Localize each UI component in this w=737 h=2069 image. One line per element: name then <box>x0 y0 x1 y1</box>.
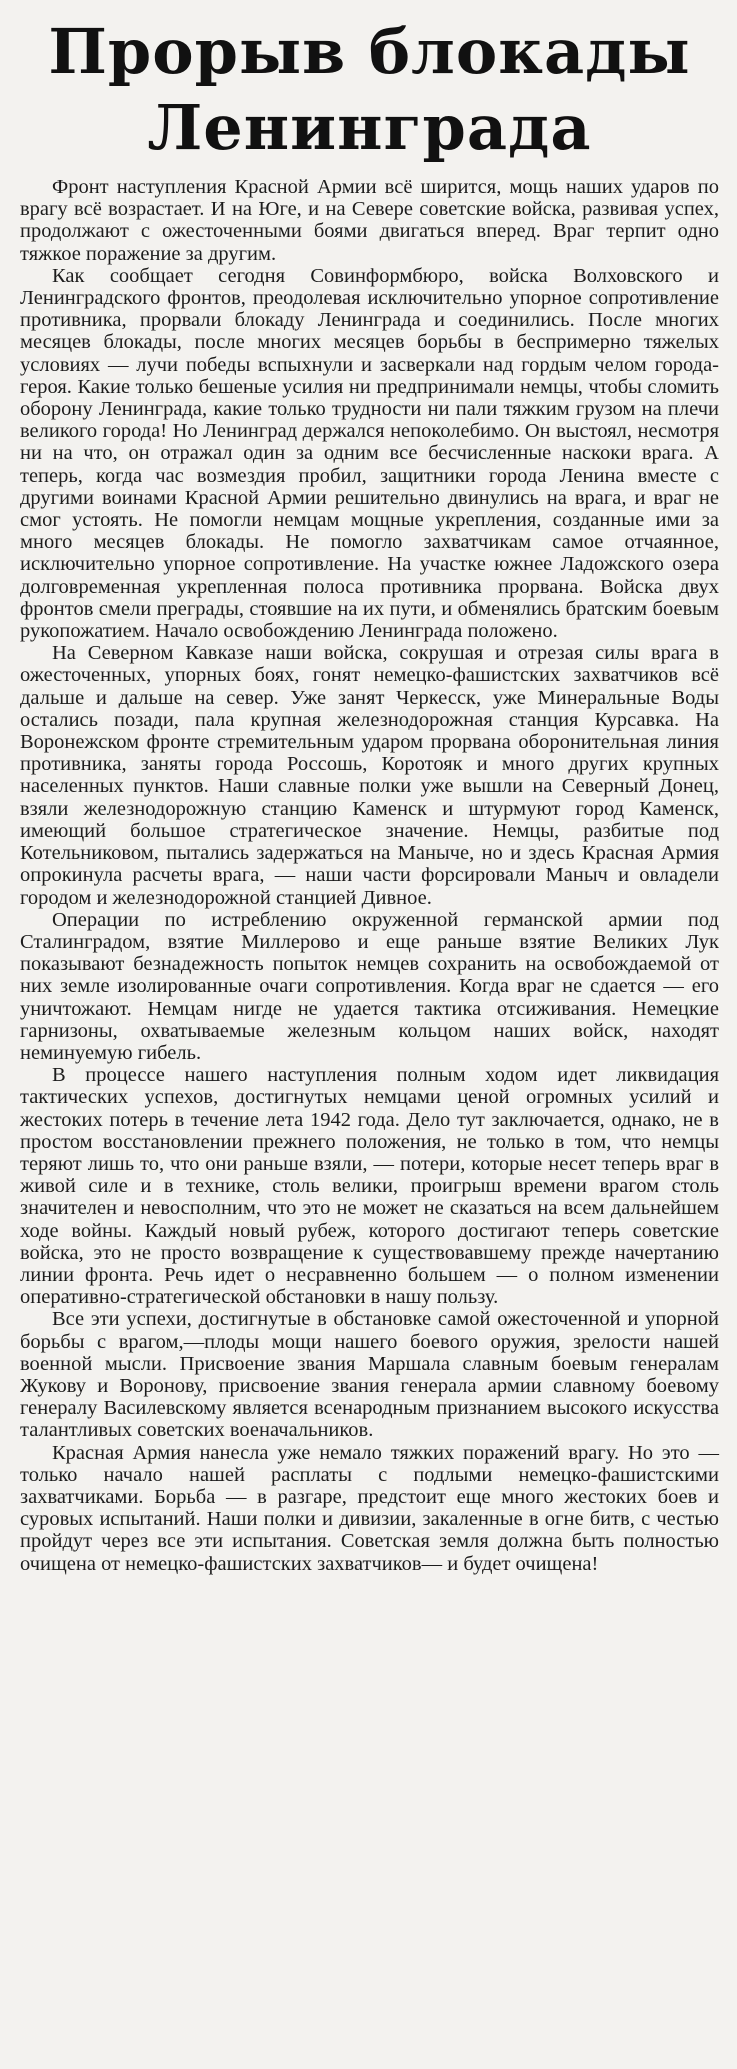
headline-line-2: Ленинграда <box>147 91 592 164</box>
paragraph-5: В процессе нашего наступления полным ходом идет ликвидация тактических успехов, достигнутых немцами ценой огромных усилий и жестоких потерь в течение лета 1942 года. Дело тут заключается, однако, не в простом восстановлении прежнего положения, не только в том, что немцы теряют лишь то, что они раньше взяли, — потери, которые несет теперь враг в живой силе и в технике, столь велики, проигрыш времени врагом столь значителен и невосполним, что это не может не сказаться на всем дальнейшем ходе войны. Каждый новый рубеж, которого достигают теперь советские войска, это не просто возвращение к существовавшему прежде начертанию линии фронта. Речь идет о несравненно большем — о полном изменении оперативно-стратегической обстановки в нашу пользу. <box>20 1064 719 1309</box>
article-body <box>20 176 719 1575</box>
paragraph-4: Операции по истреблению окруженной германской армии под Сталинградом, взятие Миллерово и еще раньше взятие Великих Лук показывают безнадежность попыток немцев сохранить на освобождаемой от них земле изолированные очаги сопротивления. Когда враг не сдается — его уничтожают. Немцам нигде не удается тактика отсиживания. Немецкие гарнизоны, охватываемые железным кольцом наших войск, находят неминуемую гибель. <box>20 908 719 1064</box>
headline-line-1: Прорыв блокады <box>48 15 691 88</box>
paragraph-2: Как сообщает сегодня Совинформбюро, войска Волховского и Ленинградского фронтов, преодолевая исключительно упорное сопротивление противника, прорвали блокаду Ленинграда и соединились. После многих месяцев блокады, после многих месяцев борьбы в беспримерно тяжелых условиях — лучи победы вспыхнули и засверкали над гордым челом города-героя. Какие только бешеные усилия ни предпринимали немцы, чтобы сломить оборону Ленинграда, какие только трудности ни пали тяжким грузом на плечи великого города! Но Ленинград держался непоколебимо. Он выстоял, несмотря ни на что, он отражал один за одним все бесчисленные наскоки врага. А теперь, когда час возмездия пробил, защитники города Ленина вместе с другими воинами Красной Армии решительно двинулись на врага, и враг не смог устоять. Не помогли немцам мощные укрепления, созданные ими за много месяцев блокады. Не помогло захватчикам самое отчаянное, исключительно упорное сопротивление. На участке южнее Ладожского озера долговременная укрепленная полоса противника прорвана. Войска двух фронтов смели преграды, стоявшие на их пути, и обменялись братским боевым рукопожатием. Начало освобождению Ленинграда положено. <box>20 264 719 643</box>
article-headline <box>20 14 719 166</box>
paragraph-1: Фронт наступления Красной Армии всё ширится, мощь наших ударов по врагу всё возрастает. И на Юге, и на Севере советские войска, развивая успех, продолжают с ожесточенными боями двигаться вперед. Враг терпит одно тяжкое поражение за другим. <box>20 176 719 265</box>
paragraph-7: Красная Армия нанесла уже немало тяжких поражений врагу. Но это — только начало нашей расплаты с подлыми немецко-фашистскими захватчиками. Борьба — в разгаре, предстоит еще много жестоких боев и суровых испытаний. Наши полки и дивизии, закаленные в огне битв, с честью пройдут через все эти испытания. Советская земля должна быть полностью очищена от немецко-фашистских захватчиков— и будет очищена! <box>20 1441 719 1575</box>
paragraph-3: На Северном Кавказе наши войска, сокрушая и отрезая силы врага в ожесточенных, упорных боях, гонят немецко-фашистских захватчиков всё дальше и дальше на север. Уже занят Черкесск, уже Минеральные Воды остались позади, пала крупная железнодорожная станция Курсавка. На Воронежском фронте стремительным ударом прорвана оборонительная линия противника, заняты города Россошь, Коротояк и много других крупных населенных пунктов. Наши славные полки уже вышли на Северный Донец, взяли железнодорожную станцию Каменск и штурмуют город Каменск, имеющий большое стратегическое значение. Немцы, разбитые под Котельниковом, пытались задержаться на Маныче, но и здесь Красная Армия опрокинула расчеты врага, — наши части форсировали Маныч и овладели городом и железнодорожной станцией Дивное. <box>20 642 719 909</box>
paragraph-6: Все эти успехи, достигнутые в обстановке самой ожесточенной и упорной борьбы с врагом,—плоды мощи нашего боевого оружия, зрелости нашей военной мысли. Присвоение звания Маршала славным боевым генералам Жукову и Воронову, присвоение звания генерала армии славному боевому генералу Василевскому является всенародным признанием высокого искусства талантливых советских военачальников. <box>20 1308 719 1442</box>
